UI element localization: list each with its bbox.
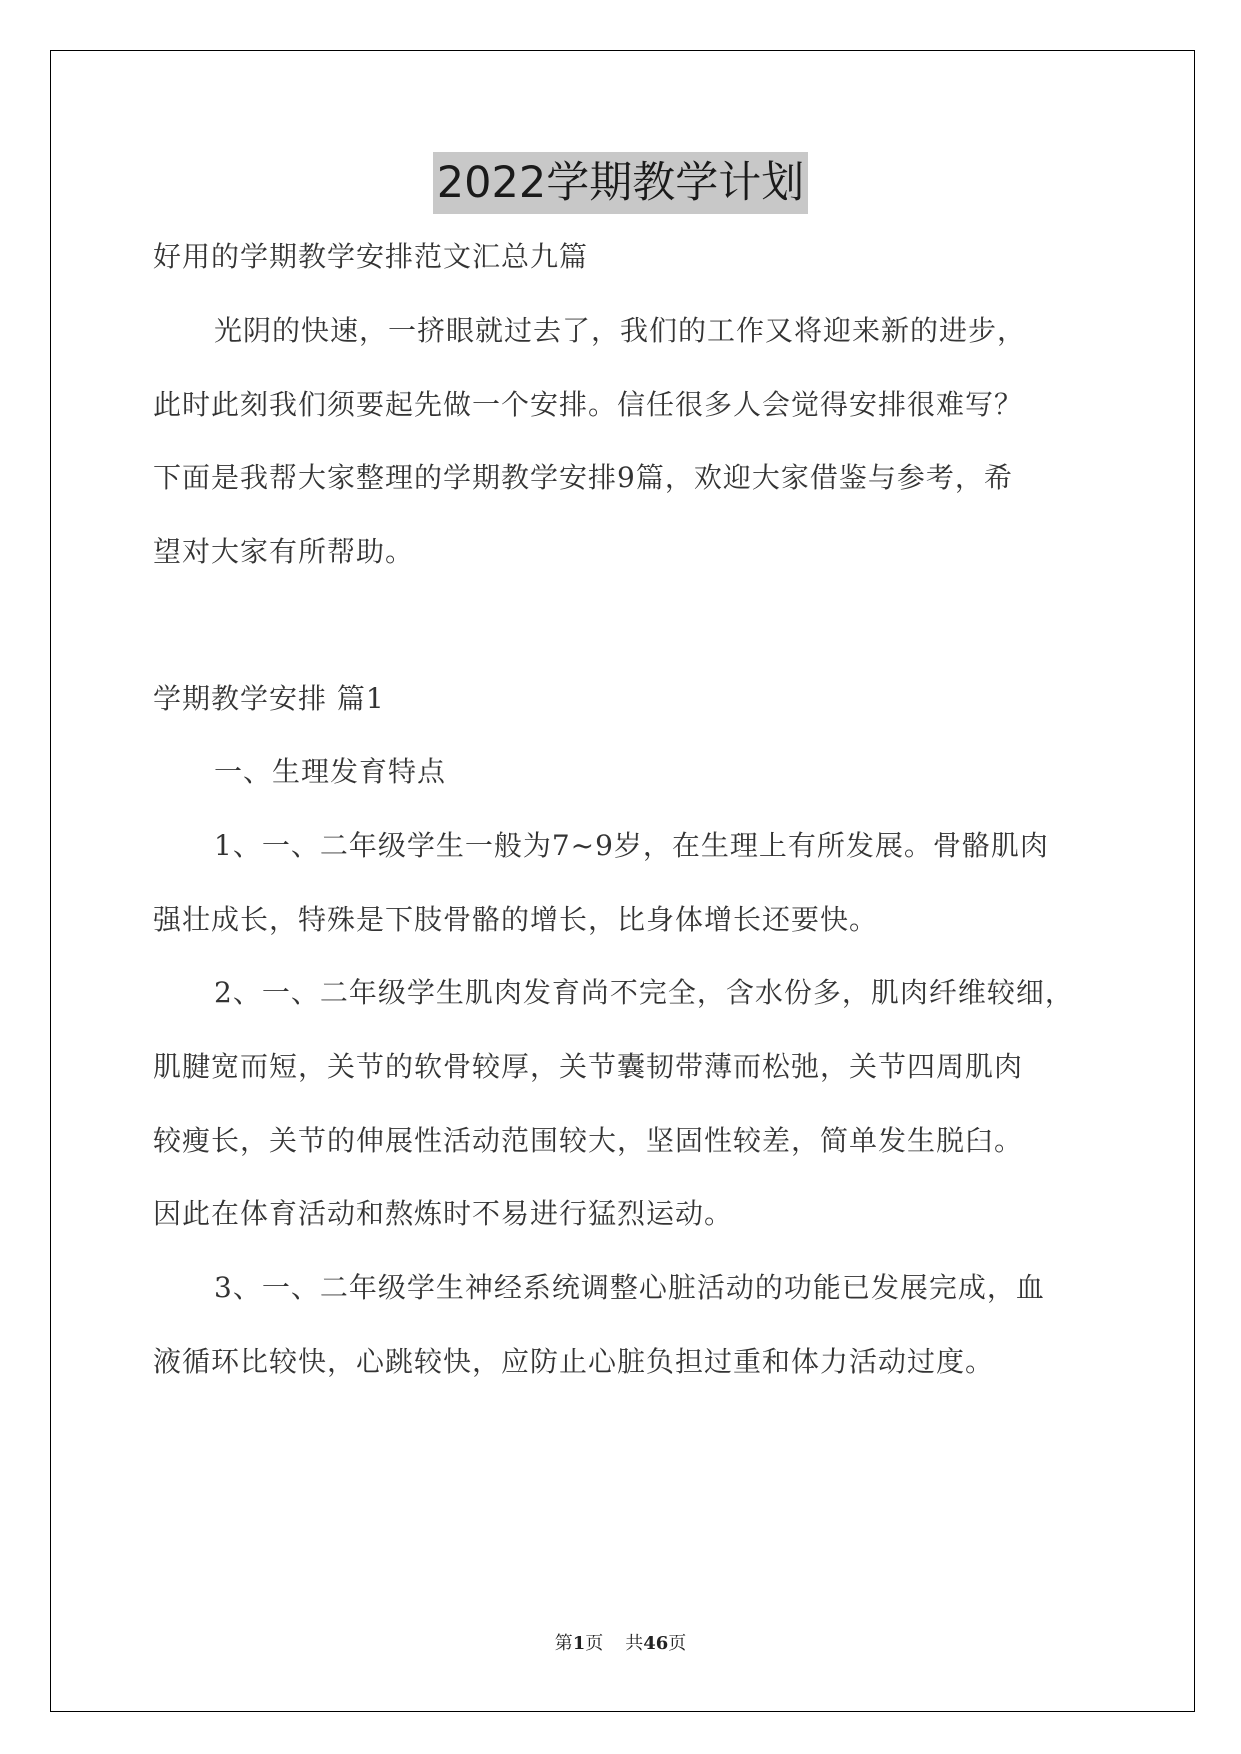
page-border <box>50 50 1195 1712</box>
title-container <box>0 152 1241 214</box>
footer-page-number: 1 <box>572 1633 586 1654</box>
footer-page-prefix: 第 <box>554 1633 573 1654</box>
para2-line-2: 肌腱宽而短，关节的软骨较厚，关节囊韧带薄而松弛，关节四周肌肉 <box>153 1050 1024 1083</box>
para1-line-1: 1、一、二年级学生一般为7~9岁，在生理上有所发展。骨骼肌肉 <box>214 829 1049 862</box>
subheading: 一、生理发育特点 <box>214 755 447 788</box>
para2-line-3: 较瘦长，关节的伸展性活动范围较大，坚固性较差，简单发生脱臼。 <box>153 1124 1024 1157</box>
document-subtitle: 好用的学期教学安排范文汇总九篇 <box>153 240 589 273</box>
intro-line-3: 下面是我帮大家整理的学期教学安排9篇，欢迎大家借鉴与参考，希 <box>153 461 1013 494</box>
footer-total-prefix: 共 <box>625 1633 644 1654</box>
intro-line-4: 望对大家有所帮助。 <box>153 535 415 568</box>
document-title: 2022学期教学计划 <box>433 152 808 214</box>
intro-line-2: 此时此刻我们须要起先做一个安排。信任很多人会觉得安排很难写？ <box>153 388 1024 421</box>
footer-total-pages: 46 <box>643 1633 669 1654</box>
footer-total-suffix: 页 <box>668 1633 687 1654</box>
para1-line-2: 强壮成长，特殊是下肢骨骼的增长，比身体增长还要快。 <box>153 903 879 936</box>
section-heading: 学期教学安排 篇1 <box>153 682 385 715</box>
para2-line-1: 2、一、二年级学生肌肉发育尚不完全，含水份多，肌肉纤维较细， <box>214 976 1074 1009</box>
footer-page-suffix: 页 <box>585 1633 604 1654</box>
page-footer <box>0 1632 1241 1656</box>
para2-line-4: 因此在体育活动和熬炼时不易进行猛烈运动。 <box>153 1197 734 1230</box>
para3-line-1: 3、一、二年级学生神经系统调整心脏活动的功能已发展完成，血 <box>214 1271 1045 1304</box>
para3-line-2: 液循环比较快，心跳较快，应防止心脏负担过重和体力活动过度。 <box>153 1345 995 1378</box>
intro-line-1: 光阴的快速，一挤眼就过去了，我们的工作又将迎来新的进步， <box>214 314 1027 347</box>
